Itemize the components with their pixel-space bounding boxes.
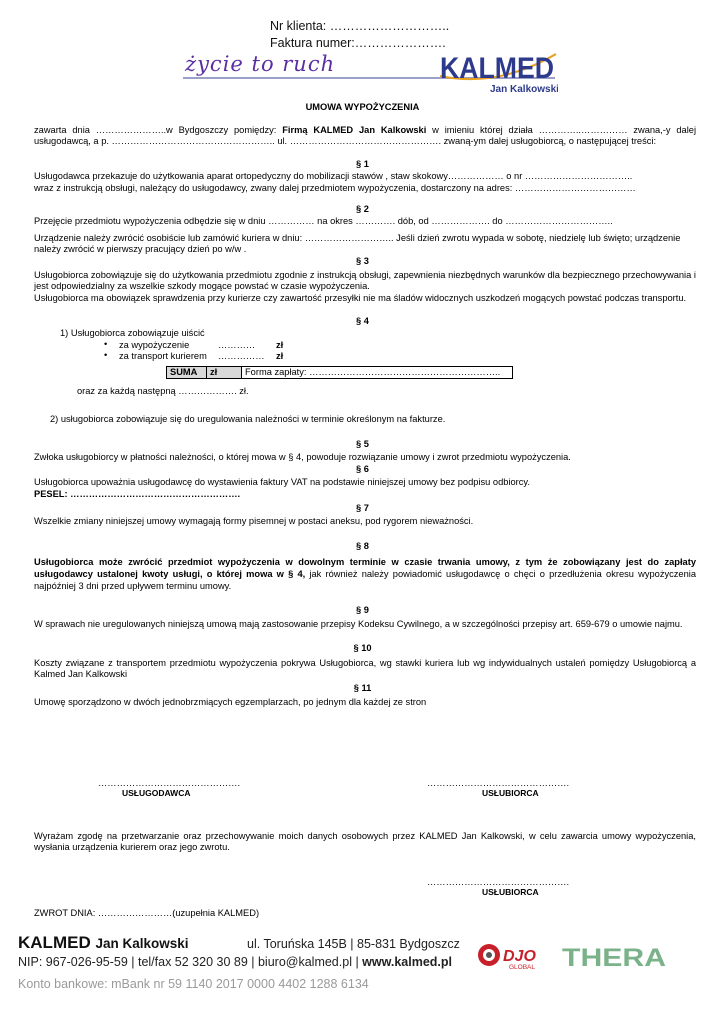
intro-paragraph	[34, 125, 696, 147]
courier-fee-currency: zł	[276, 351, 284, 361]
djo-text: DJO	[503, 948, 536, 965]
slogan: życie to ruch	[185, 52, 336, 76]
signature-label-consent: USŁUBIORCA	[482, 887, 539, 897]
thera-text: THERA	[562, 944, 666, 970]
svg-text:Jan Kalkowski: Jan Kalkowski	[490, 84, 558, 95]
courier-fee-value: ……………	[218, 351, 265, 361]
consent-text: Wyrażam zgodę na przetwarzanie oraz przechowywanie moich danych osobowych przez KALMED Jan Kalkowski, w celu zawarcia umowy wypożyczenia, wysłania urządzenia kurierem oraz jego zwrotu.	[34, 831, 696, 853]
section-8-bold: Usługobiorca może zwrócić przedmiot wypożyczenia w dowolnym terminie w czasie trwania umowy, z tym że zobowiązany jest do zapłaty usługodawcy ustalonej kwoty usługi, o której mowa w § 4,	[34, 557, 696, 579]
footer-company-name: KALMED	[18, 933, 91, 952]
signature-line-recipient[interactable]: ……………………………………….	[427, 778, 570, 788]
footer-nip: NIP: 967-026-95-59 | tel/fax 52 320 30 89 | biuro@kalmed.pl |	[18, 955, 359, 969]
bullet-icon: •	[104, 350, 108, 360]
section-11-heading: § 11	[353, 683, 372, 693]
courier-fee-label: za transport kurierem	[119, 351, 207, 361]
document-title: UMOWA WYPOŻYCZENIA	[305, 102, 420, 112]
footer-company-sub: Jan Kalkowski	[95, 936, 189, 951]
section-6-text: Usługobiorca upoważnia usługodawcę do wystawienia faktury VAT na podstawie niniejszej umowy bez podpisu odbiorcy.	[34, 477, 530, 487]
signature-line-provider[interactable]: ……………………………………….	[98, 778, 241, 788]
svg-text:KALMED: KALMED	[440, 52, 554, 85]
djo-global-logo	[477, 941, 552, 971]
return-date-field[interactable]: ZWROT DNIA: ……………………(uzupełnia KALMED)	[34, 908, 260, 918]
section-8-heading: § 8	[356, 541, 369, 551]
section-3-heading: § 3	[356, 256, 369, 266]
thera-logo-graphic	[562, 942, 674, 970]
kalmed-logo-graphic	[438, 48, 558, 98]
intro-text-1: zawarta dnia …………………..w Bydgoszczy pomiędzy:	[34, 125, 277, 135]
section-4-item-1: 1) Usługobiorca zobowiązuje uiścić	[60, 328, 205, 338]
rental-fee-label: za wypożyczenie	[119, 340, 190, 350]
section-1-text: Usługodawca przekazuje do użytkowania aparat ortopedyczny do mobilizacji stawów , staw skokowy……………… o nr ……………………………..	[34, 171, 633, 181]
section-3-text-b: Usługobiorca ma obowiązek sprawdzenia przy kurierze czy zawartość przesyłki nie ma śladów widocznych uszkodzeń mogących powstać podczas transportu.	[34, 293, 687, 303]
section-8-text	[34, 556, 696, 592]
section-1-heading: § 1	[356, 159, 369, 169]
bullet-icon: •	[104, 339, 108, 349]
rental-fee-value: …………	[218, 340, 256, 350]
client-number: Nr klienta: ………………………..	[270, 19, 450, 33]
sum-currency: zł	[207, 367, 242, 379]
additional-fee: oraz za każdą następną ………………. zł.	[77, 386, 249, 396]
kalmed-logo	[438, 48, 558, 98]
footer-company	[18, 933, 189, 953]
section-3-text: Usługobiorca zobowiązuje się do użytkowania przedmiotu zgodnie z instrukcją obsługi, zapewnienia niezbędnych warunków dla bezpiecznego przechowywania i jest odpowiedzialny za wszelkie szkody mogące powstać w czasie wypożyczenia.	[34, 270, 696, 292]
footer-contact	[18, 955, 452, 969]
djo-logo-graphic	[477, 941, 552, 971]
rental-fee-currency: zł	[276, 340, 284, 350]
section-10-heading: § 10	[353, 643, 372, 653]
section-2-text: Przejęcie przedmiotu wypożyczenia odbędzie się w dniu …………… na okres …………. dób, od ………………. do ……………………………..	[34, 216, 613, 226]
section-11-text: Umowę sporządzono w dwóch jednobrzmiących egzemplarzach, po jednym dla każdej ze stron	[34, 697, 427, 707]
section-2-text-b: Urządzenie należy zwrócić osobiście lub zamówić kuriera w dniu: ……………………….. Jeśli dzień zwrotu wypada w sobotę, niedzielę lub święto; urządzenie należy zwrócić w pierwszy pracujący dzień po w/w .	[34, 233, 681, 255]
sum-label: SUMA	[167, 367, 207, 379]
thera-logo	[562, 942, 674, 970]
footer-website-link[interactable]: www.kalmed.pl	[362, 955, 453, 969]
section-9-text: W sprawach nie uregulowanych niniejszą umową mają zastosowanie przepisy Kodeksu Cywilnego, a w szczególności przepisy art. 659-679 o umowie najmu.	[34, 619, 683, 629]
section-5-text: Zwłoka usługobiorcy w płatności należności, o której mowa w § 4, powoduje rozwiązanie umowy i zwrot przedmiotu wypożyczenia.	[34, 452, 571, 462]
section-5-heading: § 5	[356, 439, 369, 449]
section-7-heading: § 7	[356, 503, 369, 513]
signature-label-recipient: USŁUBIORCA	[482, 788, 539, 798]
intro-text-2: w imieniu której działa …………..…………… zwana,-y dalej usługodawcą, a p. …………………………………………….. ul. …………………………………………. zwaną-ym dalej usługobiorcą, o następującej treści:	[34, 125, 697, 147]
signature-line-consent[interactable]: ……………………………………….	[427, 877, 570, 887]
payment-summary-table	[166, 366, 513, 379]
section-9-heading: § 9	[356, 605, 369, 615]
section-4-heading: § 4	[356, 316, 369, 326]
footer-address: ul. Toruńska 145B | 85-831 Bydgoszcz	[247, 937, 460, 951]
signature-label-provider: USŁUGODAWCA	[122, 788, 191, 798]
footer-bank: Konto bankowe: mBank nr 59 1140 2017 0000 4402 1288 6134	[18, 977, 369, 991]
section-7-text: Wszelkie zmiany niniejszej umowy wymagają formy pisemnej w postaci aneksu, pod rygorem nieważności.	[34, 516, 474, 526]
section-6-heading: § 6	[356, 464, 369, 474]
djo-sub-text: GLOBAL	[509, 964, 536, 971]
section-8-rest: jak również należy powiadomić usługodawcę o chęci o przedłużenia okresu wypożyczenia najpóźniej 3 dni przed upływem terminu umowy.	[34, 569, 697, 591]
section-2-heading: § 2	[356, 204, 369, 214]
intro-firm: Firmą KALMED Jan Kalkowski	[282, 125, 427, 135]
invoice-number: Faktura numer:………………….	[270, 36, 446, 50]
payment-method-field[interactable]: Forma zapłaty: ……………………………………………………..	[242, 367, 513, 379]
section-4-item-2: 2) usługobiorca zobowiązuje się do uregulowania należności w terminie określonym na fakturze.	[50, 414, 446, 424]
section-10-text: Koszty związane z transportem przedmiotu wypożyczenia pokrywa Usługobiorca, wg stawki kuriera lub wg indywidualnych ustaleń pomiędzy Usługobiorcą a Kalmed Jan Kalkowski	[34, 658, 696, 680]
section-1-text-b: wraz z instrukcją obsługi, należący do usługodawcy, zwany dalej przedmiotem wypożyczenia, dostarczony na adres: …………………………………	[34, 183, 636, 193]
pesel-field[interactable]: PESEL: ……………………………………………….	[34, 489, 241, 499]
